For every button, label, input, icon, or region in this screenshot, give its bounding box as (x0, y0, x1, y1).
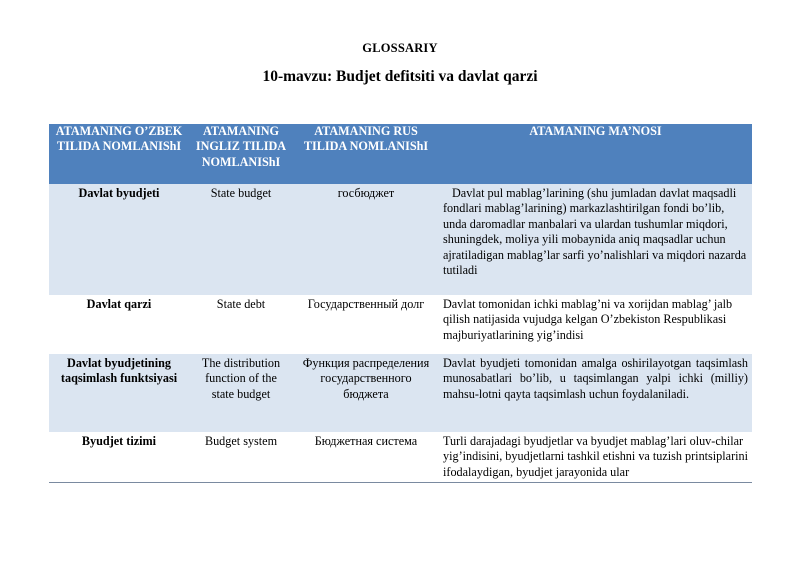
table-header-row (49, 124, 752, 184)
table-row (49, 354, 752, 432)
table-row (49, 184, 752, 295)
term-russian: Функция распределения государственного бюджета (293, 354, 439, 432)
term-russian: Бюджетная система (293, 432, 439, 482)
term-english: Budget system (189, 432, 293, 482)
header-uzbek-name: ATAMANING O’ZBEK TILIDA NOMLANIShI (49, 124, 189, 184)
term-english: State debt (216, 297, 266, 311)
term-uzbek: Davlat byudjeti (49, 184, 189, 295)
term-english: The distribution function of the state budget (189, 354, 293, 432)
term-uzbek: Byudjet tizimi (49, 432, 189, 482)
term-meaning-text: Davlat pul mablag’larining (shu jumladan davlat maqsadli fondlari mablag’larining) markazlashtirilgan fondi bo’lib, unda daromadlar manbalari va ulardan tushumlar miqdori, shuningdek, moliya yili mobaynida aniq maqsadlar uchun ajratiladigan mablag’lar sarfi yo’nalishlari va miqdori nazarda tutiladi (443, 186, 747, 278)
table-row (49, 432, 752, 482)
term-meaning: Davlat byudjeti tomonidan amalga oshirilayotgan taqsimlash munosabatlari bo’lib, u taqsimlangan yalpi ichki (milliy) mahsu-lotni qayta taqsimlash uchun foydalaniladi. (439, 354, 752, 432)
term-uzbek: Davlat qarzi (86, 297, 152, 311)
table-row (49, 295, 752, 354)
header-russian-name: ATAMANING RUS TILIDA NOMLANIShI (293, 124, 439, 184)
term-russian: госбюджет (293, 184, 439, 295)
term-meaning: Turli darajadagi byudjetlar va byudjet mablag’lari oluv-chilar yig’indisini, byudjetlarni tashkil etishni va tuzish printsiplarini ifodalaydigan, byudjet jarayonida ular (439, 432, 752, 482)
term-meaning (439, 184, 752, 295)
term-english: State budget (189, 184, 293, 295)
topic-subtitle: 10-mavzu: Budjet defitsiti va davlat qarzi (262, 68, 538, 85)
term-meaning: Davlat tomonidan ichki mablag’ni va xorijdan mablag’ jalb qilish natijasida vujudga kelgan O’zbekiston Respublikasi majburiyatlarining yig’indisi (443, 297, 733, 342)
glossary-title: GLOSSARIY (362, 41, 438, 55)
glossary-table (49, 124, 752, 483)
term-uzbek: Davlat byudjetining taqsimlash funktsiyasi (49, 354, 189, 432)
term-russian: Государственный долг (307, 297, 425, 311)
header-english-name: ATAMANING INGLIZ TILIDA NOMLANIShI (189, 124, 293, 184)
header-meaning: ATAMANING MA’NOSI (439, 124, 752, 184)
